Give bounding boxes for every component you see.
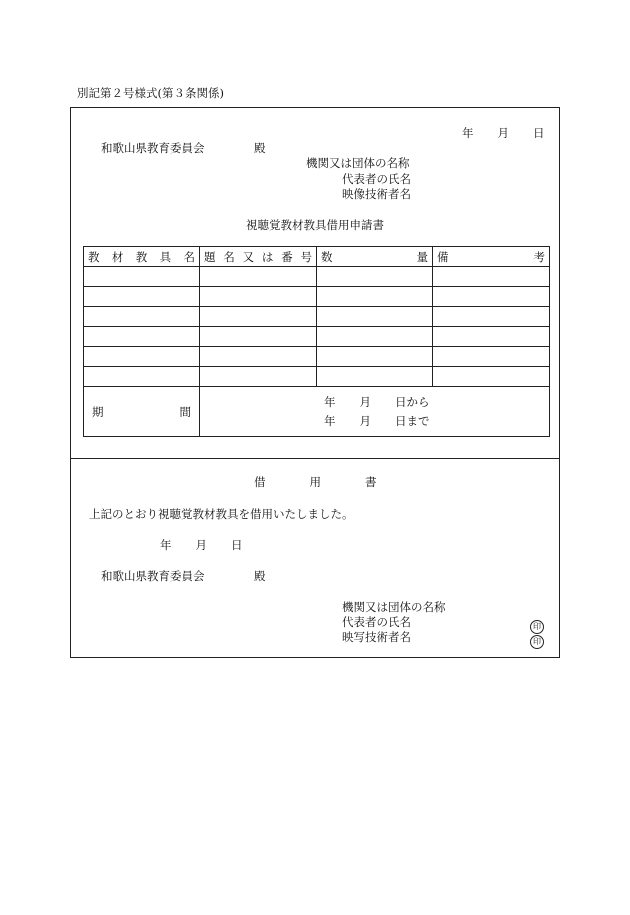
header-remarks: 備 考 — [433, 247, 550, 267]
table-row — [84, 327, 550, 347]
cell-item-name[interactable] — [84, 327, 200, 347]
cell-item-name[interactable] — [84, 267, 200, 287]
table-row — [84, 367, 550, 387]
table-row — [84, 287, 550, 307]
cell-item-name[interactable] — [84, 347, 200, 367]
cell-remarks[interactable] — [433, 307, 550, 327]
items-table — [83, 246, 550, 437]
form-number-label: 別記第２号様式(第３条関係) — [77, 86, 224, 100]
cell-quantity[interactable] — [317, 267, 433, 287]
period-value-cell[interactable] — [200, 387, 550, 437]
date-day: 日 — [533, 126, 545, 140]
application-date — [462, 125, 545, 141]
period-to: 年 月 日まで — [324, 414, 430, 428]
period-label-cell: 期 間 — [84, 387, 200, 437]
cell-item-name[interactable] — [84, 367, 200, 387]
addressee: 和歌山県教育委員会 — [101, 141, 205, 155]
header-item-name: 教 材 教 具 名 — [84, 247, 200, 267]
cell-remarks[interactable] — [433, 287, 550, 307]
cell-remarks[interactable] — [433, 367, 550, 387]
cell-quantity[interactable] — [317, 327, 433, 347]
table-row — [84, 347, 550, 367]
cell-title-number[interactable] — [200, 287, 317, 307]
header-quantity: 数 量 — [317, 247, 433, 267]
cell-title-number[interactable] — [200, 307, 317, 327]
signer-technician-label: 映写技術者名 — [342, 630, 411, 644]
cell-title-number[interactable] — [200, 267, 317, 287]
seal-icon: 印 — [530, 620, 544, 634]
period-row — [84, 387, 550, 437]
signer-org-name-label: 機関又は団体の名称 — [342, 600, 446, 614]
header-title-number: 題 名 又 は 番 号 — [200, 247, 317, 267]
section-divider — [70, 458, 560, 459]
signer-representative-label: 代表者の氏名 — [342, 615, 411, 629]
application-title: 視聴覚教材教具借用申請書 — [246, 218, 384, 232]
table-header-row — [84, 247, 550, 267]
applicant-technician-label: 映像技術者名 — [342, 187, 411, 201]
applicant-org-name-label: 機関又は団体の名称 — [306, 156, 410, 170]
cell-title-number[interactable] — [200, 347, 317, 367]
cell-quantity[interactable] — [317, 307, 433, 327]
cell-item-name[interactable] — [84, 287, 200, 307]
honorific: 殿 — [254, 141, 266, 155]
cell-title-number[interactable] — [200, 367, 317, 387]
period-from: 年 月 日から — [324, 395, 430, 409]
receipt-honorific: 殿 — [254, 569, 266, 583]
cell-remarks[interactable] — [433, 327, 550, 347]
receipt-addressee: 和歌山県教育委員会 — [101, 569, 205, 583]
cell-quantity[interactable] — [317, 287, 433, 307]
date-year: 年 — [462, 126, 474, 140]
cell-quantity[interactable] — [317, 347, 433, 367]
cell-quantity[interactable] — [317, 367, 433, 387]
seal-mark-technician — [530, 629, 544, 649]
table-row — [84, 307, 550, 327]
table-row — [84, 267, 550, 287]
date-month: 月 — [497, 126, 509, 140]
receipt-date: 年 月 日 — [160, 538, 243, 552]
cell-item-name[interactable] — [84, 307, 200, 327]
receipt-title: 借 用 書 — [254, 475, 377, 489]
applicant-representative-label: 代表者の氏名 — [342, 172, 411, 186]
receipt-statement: 上記のとおり視聴覚教材教具を借用いたしました。 — [89, 507, 354, 521]
cell-remarks[interactable] — [433, 347, 550, 367]
seal-icon: 印 — [530, 635, 544, 649]
cell-title-number[interactable] — [200, 327, 317, 347]
cell-remarks[interactable] — [433, 267, 550, 287]
